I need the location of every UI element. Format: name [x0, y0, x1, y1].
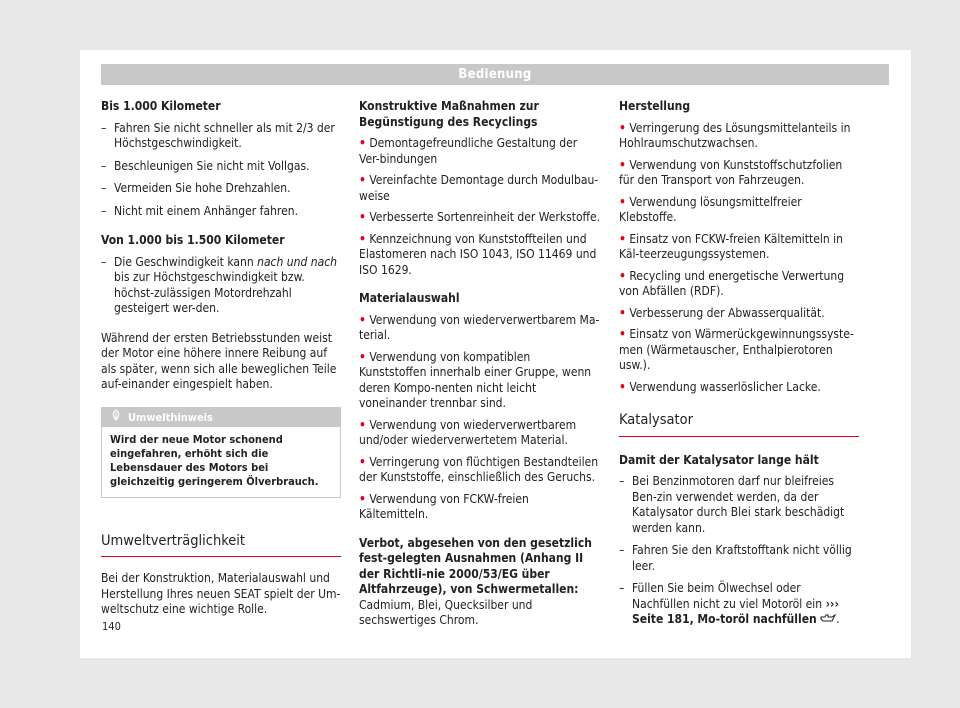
text: Verwendung von FCKW-freien Kältemitteln.	[359, 491, 529, 521]
list-item	[359, 210, 601, 226]
list-item	[619, 581, 859, 628]
list-item	[619, 269, 859, 300]
list-item: – Fahren Sie nicht schneller als mit 2/3 der Höchstgeschwindigkeit.	[101, 121, 341, 152]
text: Verringerung des Lösungsmittelanteils in Hohlraumschutzwachsen.	[619, 120, 851, 150]
page-link[interactable]: ››› Seite 181, Mo-toröl nachfüllen	[632, 596, 839, 626]
list-item	[619, 232, 859, 263]
environment-note-text: Wird der neue Motor schonend eingefahren, erhöht sich die Lebensdauer des Motors bei gleichzeitig geringerem Ölverbrauch.	[110, 432, 319, 488]
bullet-icon: •	[619, 157, 626, 172]
list-item	[619, 158, 859, 189]
manual-page	[80, 50, 911, 658]
list-item	[619, 306, 859, 322]
bullet-icon: •	[619, 231, 626, 246]
bullet-icon: •	[359, 210, 366, 224]
emphasis-text: nach und nach	[257, 254, 337, 269]
text: Verwendung lösungsmittelfreier Klebstoffe.	[619, 194, 802, 224]
list-item	[359, 455, 601, 486]
list-item	[359, 136, 601, 167]
list-item: – Vermeiden Sie hohe Drehzahlen.	[101, 181, 341, 197]
text: bis zur Höchstgeschwindigkeit bzw. höchst-zulässigen Motordrehzahl gesteigert wer-den.	[114, 270, 305, 315]
list-item	[359, 173, 601, 204]
text: Kennzeichnung von Kunststoffteilen und Elastomeren nach ISO 1043, ISO 11469 und ISO 1629.	[359, 231, 597, 277]
heading-production: Herstellung	[619, 99, 691, 113]
bullet-icon: •	[619, 305, 626, 320]
page-header: Bedienung	[101, 64, 889, 85]
list-item: – Beschleunigen Sie nicht mit Vollgas.	[101, 159, 341, 175]
bullet-icon: •	[619, 120, 626, 135]
text: Einsatz von Wärmerückgewinnungssyste-men (Wärmetauscher, Enthalpierotoren usw.).	[619, 327, 854, 372]
bullet-icon: •	[359, 136, 366, 150]
environment-note-title: Umwelthinweis	[128, 410, 213, 424]
text: Vereinfachte Demontage durch Modulbau-weise	[359, 173, 599, 203]
section-heading-environment: Umweltverträglichkeit	[101, 534, 341, 558]
text: Verbesserte Sortenreinheit der Werkstoffe.	[369, 210, 601, 224]
environment-paragraph: Bei der Konstruktion, Materialauswahl und Herstellung Ihres neuen SEAT spielt der Um-weltschutz eine wichtige Rolle.	[101, 571, 341, 616]
bullet-icon: •	[359, 312, 366, 327]
list-item	[359, 313, 601, 344]
column-2	[359, 99, 601, 637]
heading-catalyst-care: Damit der Katalysator lange hält	[619, 452, 819, 467]
text: Verringerung von flüchtigen Bestandteilen der Kunststoffe, einschließlich des Geruchs.	[359, 454, 599, 484]
list-item	[619, 327, 859, 374]
heavy-metals-heading: Verbot, abgesehen von den gesetzlich fest-gelegten Ausnahmen (Anhang II der Richtli-nie 2000/53/EG über Altfahrzeuge), von Schwermetallen:	[359, 535, 592, 596]
bullet-icon: •	[359, 349, 366, 364]
bullet-icon: •	[359, 417, 366, 432]
list-item: – Nicht mit einem Anhänger fahren.	[101, 204, 341, 220]
leaf-icon	[110, 408, 122, 427]
column-3	[619, 99, 859, 635]
bullet-icon: •	[619, 379, 626, 394]
heading-recycling: Konstruktive Maßnahmen zur Begünstigung des Recyclings	[359, 99, 539, 129]
heading-1000-1500km: Von 1.000 bis 1.500 Kilometer	[101, 233, 285, 247]
text: .	[836, 612, 840, 626]
bullet-icon: •	[359, 491, 366, 506]
list-item	[359, 492, 601, 523]
column-1	[101, 99, 341, 626]
list-item: – Fahren Sie den Kraftstofftank nicht völlig leer.	[619, 543, 859, 574]
list-item: – Bei Benzinmotoren darf nur bleifreies Ben-zin verwendet werden, da der Katalysator durch Blei stark beschädigt werden kann.	[619, 474, 859, 536]
list-item	[359, 418, 601, 449]
list-item	[359, 232, 601, 279]
list-item	[619, 195, 859, 226]
list-item	[101, 255, 341, 317]
bullet-icon: •	[359, 173, 366, 187]
environment-note-header	[102, 408, 340, 427]
section-heading-catalyst: Katalysator	[619, 413, 859, 437]
text: Verbesserung der Abwasserqualität.	[629, 305, 825, 320]
text: Füllen Sie beim Ölwechsel oder Nachfüllen nicht zu viel Motoröl ein	[632, 581, 826, 611]
bullet-icon: •	[619, 194, 626, 209]
list-item	[619, 121, 859, 152]
text: Verwendung von wiederverwertbarem Ma-terial.	[359, 312, 600, 342]
text: Cadmium, Blei, Quecksilber und sechswertiges Chrom.	[359, 597, 533, 627]
heavy-metals-paragraph	[359, 536, 601, 629]
text: Demontagefreundliche Gestaltung der Ver-bindungen	[359, 136, 578, 166]
text: Die Geschwindigkeit kann	[114, 254, 258, 269]
bullet-icon: •	[359, 231, 366, 246]
text: Verwendung von Kunststoffschutzfolien für den Transport von Fahrzeugen.	[619, 157, 843, 187]
text: Verwendung wasserlöslicher Lacke.	[629, 379, 821, 394]
environment-note-box	[101, 407, 341, 498]
page-number: 140	[102, 620, 121, 633]
heading-first-1000km: Bis 1.000 Kilometer	[101, 99, 221, 113]
text: Verwendung von wiederverwertbarem und/oder wiederverwertetem Material.	[359, 417, 577, 447]
oil-can-icon	[820, 612, 836, 626]
heading-material: Materialauswahl	[359, 291, 460, 305]
list-item	[619, 380, 859, 396]
text: Verwendung von kompatiblen Kunststoffen innerhalb einer Gruppe, wenn deren Kompo-nenten nicht leicht voneinander trennbar sind.	[359, 349, 592, 410]
text: Einsatz von FCKW-freien Kältemitteln in Käl-teerzeugungssystemen.	[619, 231, 843, 261]
list-item	[359, 350, 601, 412]
text: Recycling und energetische Verwertung von Abfällen (RDF).	[619, 268, 845, 298]
bullet-icon: •	[619, 268, 626, 283]
bullet-icon: •	[359, 454, 366, 469]
bullet-icon: •	[619, 327, 626, 341]
break-in-paragraph: Während der ersten Betriebsstunden weist der Motor eine höhere innere Reibung auf als später, wenn sich alle beweglichen Teile auf-einander eingespielt haben.	[101, 330, 337, 391]
